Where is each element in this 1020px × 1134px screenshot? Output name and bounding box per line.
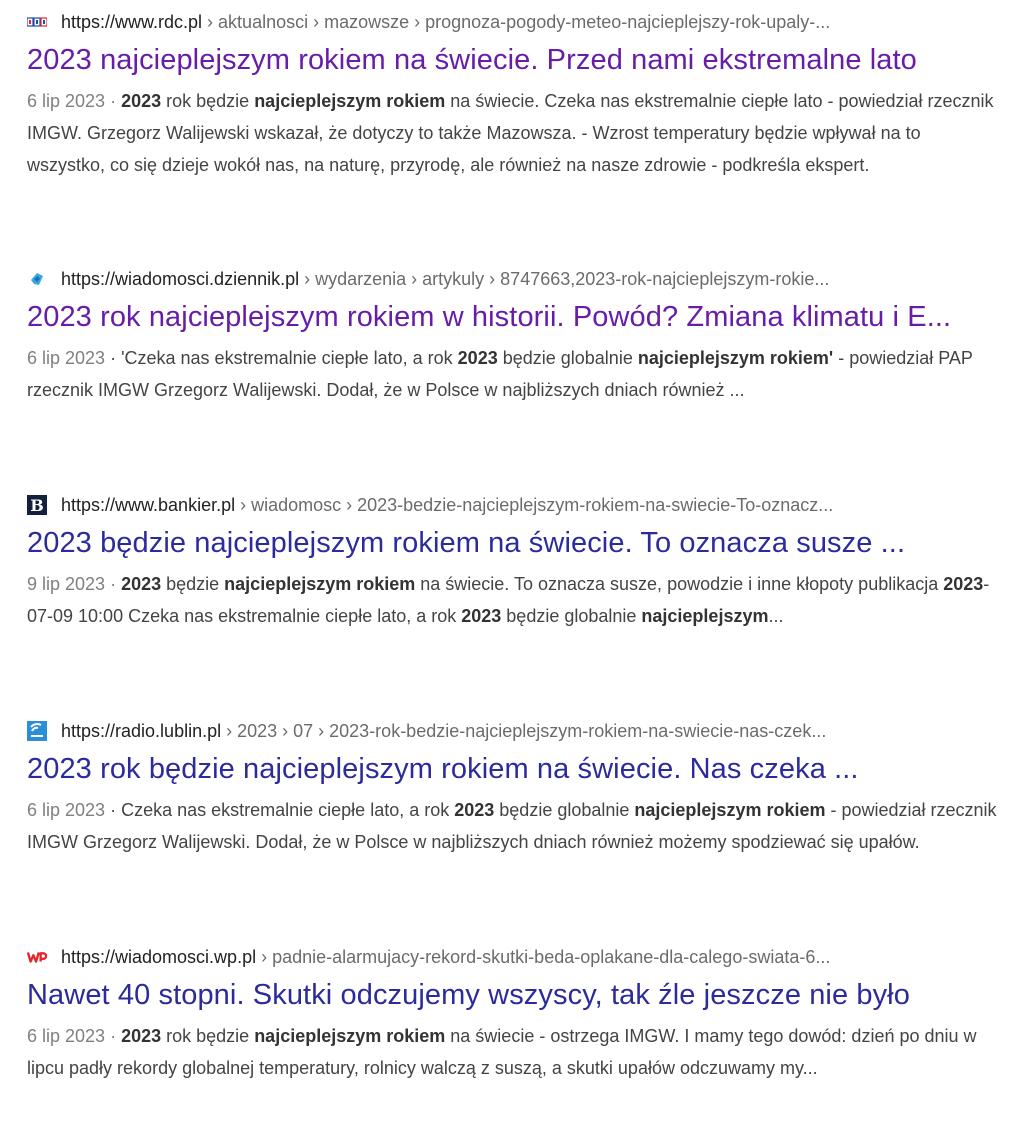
result-url-row[interactable] [27, 493, 1007, 517]
result-url-row[interactable] [27, 10, 1007, 34]
rdc-logo-icon [27, 12, 47, 32]
result-url-breadcrumb: › aktualnosci › mazowsze › prognoza-pogody-meteo-najcieplejszy-rok-upaly-... [202, 11, 831, 32]
result-snippet: 6 lip 2023 · 2023 rok będzie najcieplejszym rokiem na świecie. Czeka nas ekstremalnie ciepłe lato - powiedział rzecznik IMGW. Grzegorz Walijewski wskazał, że dotyczy to także Mazowsza. - Wzrost temperatury będzie wpływał na to wszystko, co się dzieje wokół nas, na naturę, przyrodę, ale również na nasze zdrowie - podkreśla ekspert. [27, 91, 994, 175]
result-url-row[interactable] [27, 945, 1007, 969]
result-date: 6 lip 2023 [27, 1026, 106, 1046]
svg-text:B: B [30, 496, 44, 515]
result-url-row[interactable] [27, 719, 1007, 743]
dziennik-logo-icon [27, 269, 47, 289]
result-date: 6 lip 2023 [27, 91, 106, 111]
result-snippet: 6 lip 2023 · 2023 rok będzie najcieplejszym rokiem na świecie - ostrzega IMGW. I mamy tego dowód: dzień po dniu w lipcu padły rekordy globalnej temperatury, rolnicy walczą z suszą, a skutki upałów odczuwamy my... [27, 1026, 977, 1078]
bankier-logo-icon [27, 495, 47, 515]
search-result [27, 10, 1007, 181]
result-date: 6 lip 2023 [27, 800, 106, 820]
result-snippet: 6 lip 2023 · 'Czeka nas ekstremalnie ciepłe lato, a rok 2023 będzie globalnie najcieplejszym rokiem' - powiedział PAP rzecznik IMGW Grzegorz Walijewski. Dodał, że w Polsce w najbliższych dniach również ... [27, 348, 973, 400]
wp-logo-icon [27, 947, 47, 967]
result-snippet: 9 lip 2023 · 2023 będzie najcieplejszym rokiem na świecie. To oznacza susze, powodzie i inne kłopoty publikacja 2023-07-09 10:00 Czeka nas ekstremalnie ciepłe lato, a rok 2023 będzie globalnie najcieplejszym... [27, 574, 990, 626]
result-url-breadcrumb: › wydarzenia › artykuly › 8747663,2023-rok-najcieplejszym-rokie... [299, 268, 830, 289]
result-url-breadcrumb: › wiadomosc › 2023-bedzie-najcieplejszym-rokiem-na-swiecie-To-oznacz... [235, 494, 834, 515]
search-result [27, 493, 1007, 632]
radio-lublin-logo-icon [27, 721, 47, 741]
result-url-host: https://wiadomosci.wp.pl [61, 946, 257, 967]
search-result [27, 945, 1007, 1084]
result-url-row[interactable] [27, 267, 1007, 291]
result-url-host: https://www.bankier.pl [61, 494, 236, 515]
result-title-link[interactable]: 2023 będzie najcieplejszym rokiem na świecie. To oznacza susze ... [27, 527, 906, 559]
search-result [27, 267, 1007, 406]
result-url-breadcrumb: › 2023 › 07 › 2023-rok-bedzie-najcieplejszym-rokiem-na-swiecie-nas-czek... [221, 720, 827, 741]
result-date: 9 lip 2023 [27, 574, 106, 594]
result-date: 6 lip 2023 [27, 348, 106, 368]
result-title-link[interactable]: Nawet 40 stopni. Skutki odczujemy wszyscy, tak źle jeszcze nie było [27, 979, 910, 1011]
result-url-host: https://radio.lublin.pl [61, 720, 222, 741]
result-title-link[interactable]: 2023 rok będzie najcieplejszym rokiem na świecie. Nas czeka ... [27, 753, 859, 785]
search-result [27, 719, 1007, 858]
result-snippet: 6 lip 2023 · Czeka nas ekstremalnie ciepłe lato, a rok 2023 będzie globalnie najcieplejszym rokiem - powiedział rzecznik IMGW Grzegorz Walijewski. Dodał, że w Polsce w najbliższych dniach również możemy spodziewać się upałów. [27, 800, 997, 852]
result-title-link[interactable]: 2023 rok najcieplejszym rokiem w historii. Powód? Zmiana klimatu i E... [27, 301, 952, 333]
result-url-breadcrumb: › padnie-alarmujacy-rekord-skutki-beda-oplakane-dla-calego-swiata-6... [256, 946, 831, 967]
result-url-host: https://wiadomosci.dziennik.pl [61, 268, 300, 289]
result-title-link[interactable]: 2023 najcieplejszym rokiem na świecie. Przed nami ekstremalne lato [27, 44, 917, 76]
result-url-host: https://www.rdc.pl [61, 11, 203, 32]
